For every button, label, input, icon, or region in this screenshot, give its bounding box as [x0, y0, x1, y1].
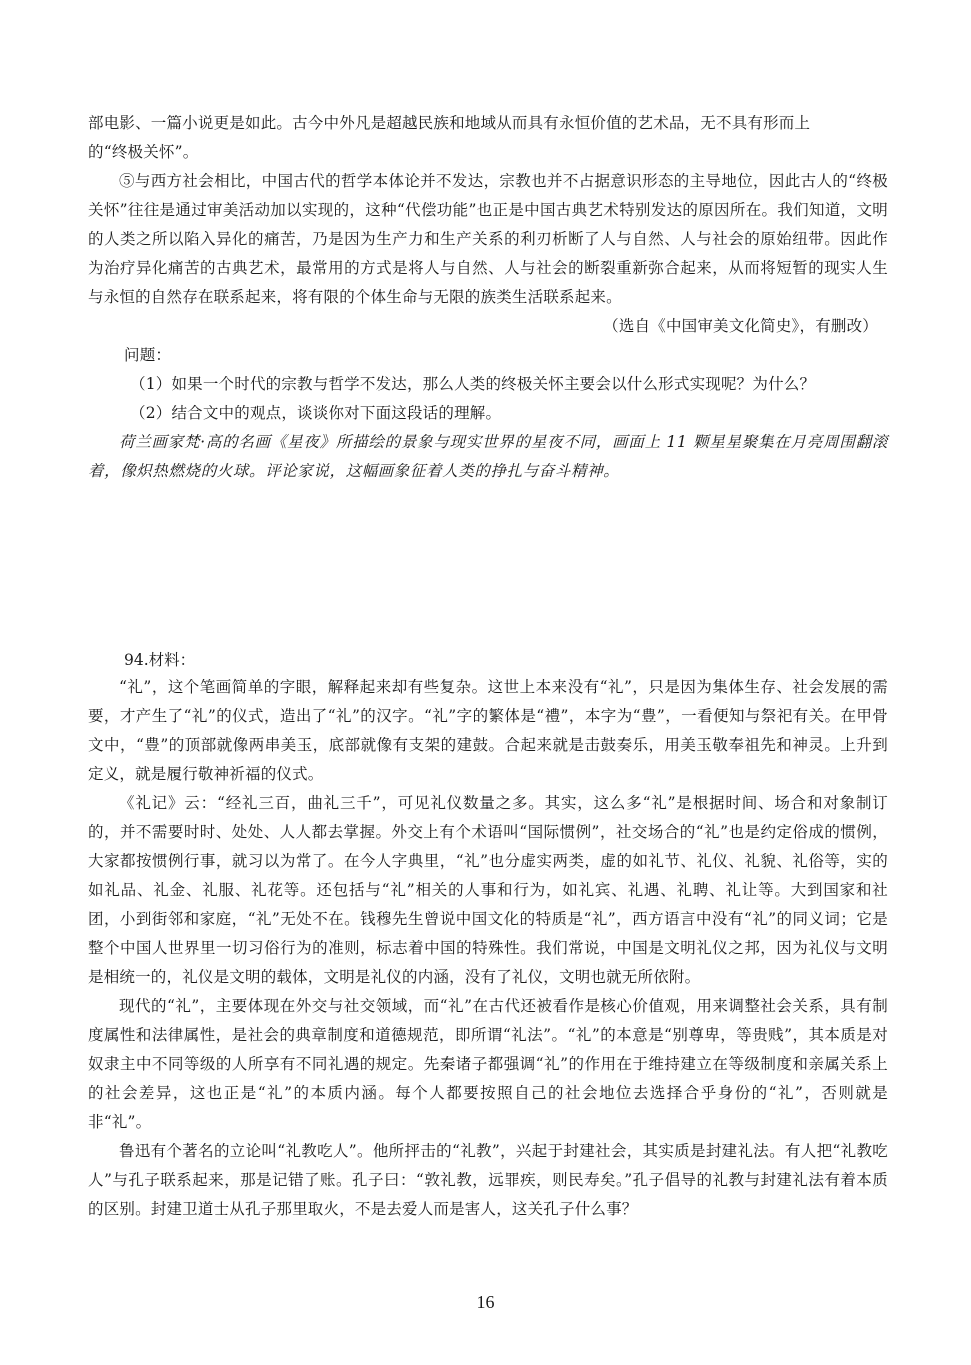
quote-paragraph: 荷兰画家梵·高的名画《星夜》所描绘的景象与现实世界的星夜不同，画面上 11 颗星星聚集在月亮周围翻滚着，像炽热燃烧的火球。评论家说，这幅画象征着人类的挣扎与奋斗精神。	[88, 433, 888, 480]
question-label: 问题：	[124, 346, 172, 364]
material-paragraph-3: 现代的“礼”，主要体现在外交与社交领域，而“礼”在古代还被看作是核心价值观，用来调整社会关系，具有制度属性和法律属性，是社会的典章制度和道德规范，即所谓“礼法”。“礼”的本意是“别尊卑，等贵贱”，其本质是对奴隶主中不同等级的人所享有不同礼遇的规定。先秦诸子都强调“礼”的作用在于维持建立在等级制度和亲属关系上的社会差异，这也正是“礼”的本质内涵。每个人都要按照自己的社会地位去选择合乎身份的“礼”，否则就是非“礼”。	[88, 997, 888, 1131]
page-number: 16	[476, 1292, 495, 1312]
material-paragraph-4: 鲁迅有个著名的立论叫“礼教吃人”。他所抨击的“礼教”，兴起于封建社会，其实质是封建礼法。有人把“礼教吃人”与孔子联系起来，那是记错了账。孔子曰：“敦礼教，远罪疾，则民寿矣。”孔子倡导的礼教与封建礼法有着本质的区别。封建卫道士从孔子那里取火，不是去爱人而是害人，这关孔子什么事？	[88, 1142, 888, 1218]
material-paragraph-1: “礼”，这个笔画简单的字眼，解释起来却有些复杂。这世上本来没有“礼”，只是因为集体生存、社会发展的需要，才产生了“礼”的仪式，造出了“礼”的汉字。“礼”字的繁体是“禮”，本字为“豊”，一看便知与祭祀有关。在甲骨文中，“豊”的顶部就像两串美玉，底部就像有支架的建鼓。合起来就是击鼓奏乐，用美玉敬奉祖先和神灵。上升到定义，就是履行敬神祈福的仪式。	[88, 678, 888, 783]
section-93-text	[88, 109, 888, 486]
question-2: （2）结合文中的观点，谈谈你对下面这段话的理解。	[130, 404, 502, 422]
section-94-material	[88, 673, 888, 1224]
question-1: （1）如果一个时代的宗教与哲学不发达，那么人类的终极关怀主要会以什么形式实现呢？为什么？	[130, 375, 816, 393]
source-citation: （选自《中国审美文化简史》，有删改）	[603, 317, 878, 335]
paragraph-5: ⑤与西方社会相比，中国古代的哲学本体论并不发达，宗教也并不占据意识形态的主导地位，因此古人的“终极关怀”往往是通过审美活动加以实现的，这种“代偿功能”也正是中国古典艺术特别发达的原因所在。我们知道，文明的人类之所以陷入异化的痛苦，乃是因为生产力和生产关系的利刃析断了人与自然、人与社会的原始纽带。因此作为治疗异化痛苦的古典艺术，最常用的方式是将人与自然、人与社会的断裂重新弥合起来，从而将短暂的现实人生与永恒的自然存在联系起来，将有限的个体生命与无限的族类生活联系起来。	[88, 172, 888, 306]
continuation-line-1: 部电影、一篇小说更是如此。古今中外凡是超越民族和地域从而具有永恒价值的艺术品，无不具有形而上	[88, 114, 811, 132]
continuation-line-2: 的“终极关怀”。	[88, 143, 199, 161]
material-paragraph-2: 《礼记》云：“经礼三百，曲礼三千”，可见礼仪数量之多。其实，这么多“礼”是根据时间、场合和对象制订的，并不需要时时、处处、人人都去掌握。外交上有个术语叫“国际惯例”，社交场合的“礼”也是约定俗成的惯例，大家都按惯例行事，就习以为常了。在今人字典里，“礼”也分虚实两类，虚的如礼节、礼仪、礼貌、礼俗等，实的如礼品、礼金、礼服、礼花等。还包括与“礼”相关的人事和行为，如礼宾、礼遇、礼聘、礼让等。大到国家和社团，小到街邻和家庭，“礼”无处不在。钱穆先生曾说中国文化的特质是“礼”，西方语言中没有“礼”的同义词；它是整个中国人世界里一切习俗行为的准则，标志着中国的特殊性。我们常说，中国是文明礼仪之邦，因为礼仪与文明是相统一的，礼仪是文明的载体，文明是礼仪的内涵，没有了礼仪，文明也就无所依附。	[88, 794, 888, 986]
question-94-heading: 94.材料：	[124, 651, 196, 669]
